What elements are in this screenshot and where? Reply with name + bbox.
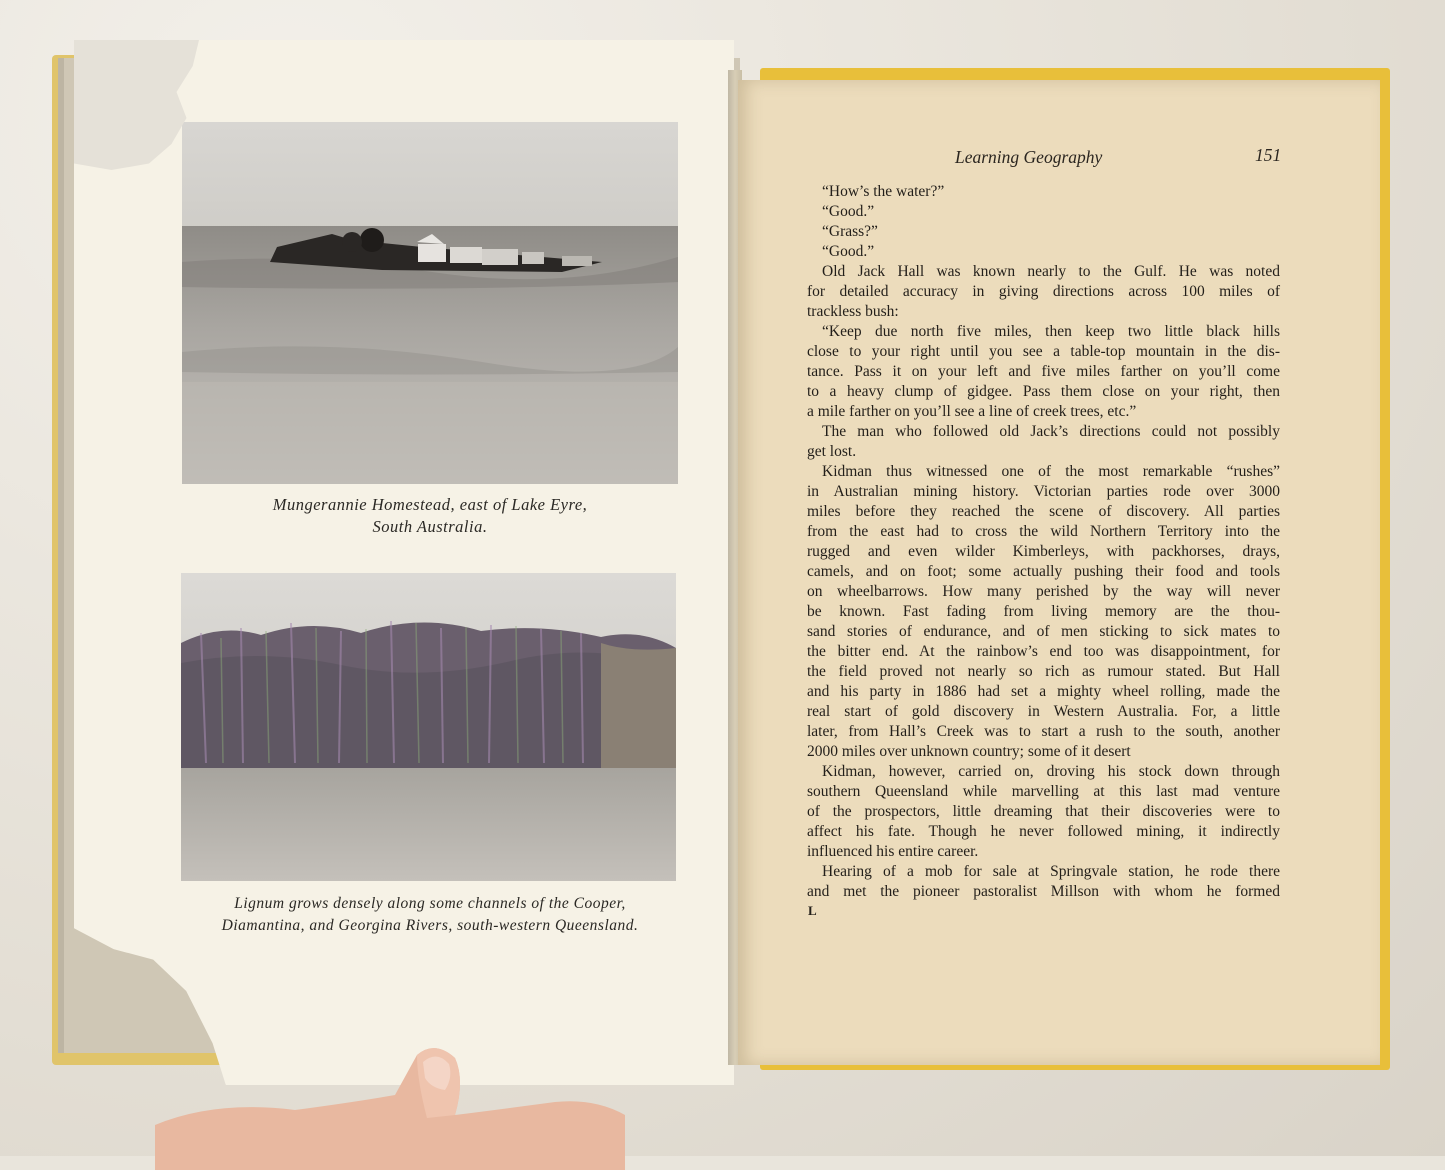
text-line: to a heavy clump of gidgee. Pass them close on your right, then (807, 383, 1280, 400)
homestead-caption (200, 494, 660, 538)
text-line: 2000 miles over unknown country; some of it desert (807, 743, 1131, 760)
text-line: The man who followed old Jack’s directions could not possibly (822, 423, 1280, 440)
text-line: Hearing of a mob for sale at Springvale station, he rode there (822, 863, 1280, 880)
text-line: “How’s the water?” (822, 183, 945, 200)
text-line: and met the pioneer pastoralist Millson with whom he formed (807, 883, 1280, 900)
text-line: “Grass?” (822, 223, 878, 240)
text-line: camels, and on foot; some actually pushing their food and tools (807, 563, 1280, 580)
caption-line: South Australia. (372, 517, 488, 536)
signature-mark: L (808, 903, 817, 918)
text-line: affect his fate. Though he never followed mining, it indirectly (807, 823, 1280, 840)
running-head: Learning Geography (955, 147, 1103, 167)
text-line: miles before they reached the scene of discovery. All parties (807, 503, 1280, 520)
page-number: 151 (1255, 145, 1282, 165)
caption-line: Lignum grows densely along some channels of the Cooper, (234, 895, 626, 912)
text-line: trackless bush: (807, 303, 899, 320)
text-line: Old Jack Hall was known nearly to the Gulf. He was noted (822, 263, 1280, 280)
text-line: for detailed accuracy in giving directions across 100 miles of (807, 283, 1280, 300)
text-line: Kidman, however, carried on, droving his stock down through (822, 763, 1280, 780)
text-line: sand stories of endurance, and of men sticking to sick mates to (807, 623, 1280, 640)
text-line: later, from Hall’s Creek was to start a rush to the south, another (807, 723, 1280, 740)
text-line: “Keep due north five miles, then keep two little black hills (822, 323, 1280, 340)
lignum-caption (180, 893, 680, 937)
hand (155, 1040, 625, 1170)
text-line: real start of gold discovery in Western Australia. For, a little (807, 703, 1280, 720)
homestead-photo (182, 122, 678, 484)
text-line: rugged and even wilder Kimberleys, with packhorses, drays, (807, 543, 1280, 560)
text-line: from the east had to cross the wild Northern Territory into the (807, 523, 1280, 540)
body-text (807, 182, 1280, 902)
text-line: get lost. (807, 443, 857, 460)
text-line: southern Queensland while marvelling at this last mad venture (807, 783, 1280, 800)
text-line: the field proved not nearly so rich as rumour stated. But Hall (807, 663, 1280, 680)
text-line: “Good.” (822, 243, 875, 260)
caption-line: Mungerannie Homestead, east of Lake Eyre, (272, 495, 588, 514)
text-line: a mile farther on you’ll see a line of creek trees, etc.” (807, 403, 1137, 420)
text-line: on wheelbarrows. How many perished by the way will never (807, 583, 1280, 600)
text-line: “Good.” (822, 203, 875, 220)
text-line: of the prospectors, little dreaming that their discoveries were to (807, 803, 1280, 820)
text-line: the bitter end. At the rainbow’s end too was disappointment, for (807, 643, 1280, 660)
text-line: influenced his entire career. (807, 843, 979, 860)
text-line: and his party in 1886 had set a mighty wheel rolling, made the (807, 683, 1280, 700)
text-line: tance. Pass it on your left and five miles farther on you’ll come (807, 363, 1280, 380)
caption-line: Diamantina, and Georgina Rivers, south-western Queensland. (221, 917, 639, 934)
lignum-photo (181, 573, 676, 881)
text-line: close to your right until you see a table-top mountain in the dis- (807, 343, 1280, 360)
text-line: be known. Fast fading from living memory are the thou- (807, 603, 1280, 620)
text-line: Kidman thus witnessed one of the most remarkable “rushes” (822, 463, 1280, 480)
text-line: in Australian mining history. Victorian parties rode over 3000 (807, 483, 1280, 500)
